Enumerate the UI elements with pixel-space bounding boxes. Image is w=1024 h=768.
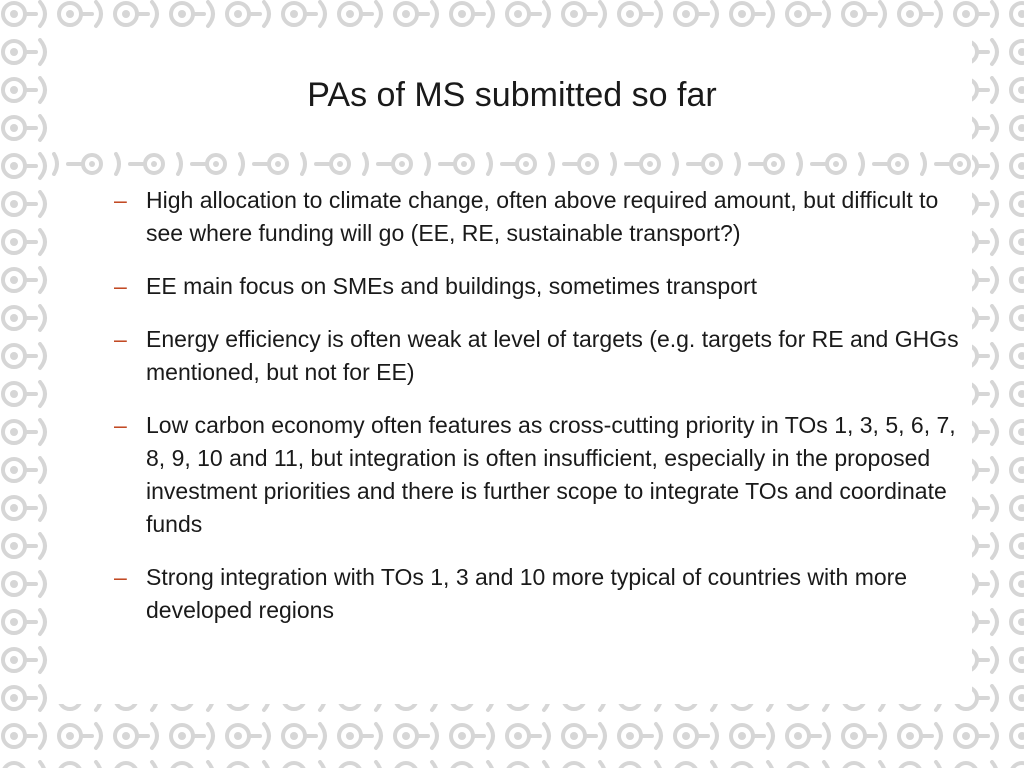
bullet-item [110, 323, 970, 389]
bullet-dash: – [114, 273, 127, 299]
bullet-text: Energy efficiency is often weak at level of targets (e.g. targets for RE and GHGs mentioned, but not for EE) [146, 326, 959, 385]
slide-title: PAs of MS submitted so far [307, 76, 717, 114]
bullet-dash: – [114, 187, 127, 213]
bullet-list [110, 184, 970, 647]
bullet-item [110, 270, 970, 303]
decorative-divider [52, 152, 972, 176]
bullet-dash: – [114, 412, 127, 438]
bullet-text: Strong integration with TOs 1, 3 and 10 more typical of countries with more developed regions [146, 564, 908, 623]
bullet-text: EE main focus on SMEs and buildings, sometimes transport [146, 273, 758, 299]
bullet-text: Low carbon economy often features as cross-cutting priority in TOs 1, 3, 5, 6, 7, 8, 9, 10 and 11, but integration is often insufficient, especially in the proposed investment priorities and there is further scope to integrate TOs and coordinate funds [146, 412, 956, 537]
bullet-dash: – [114, 326, 127, 352]
bullet-text: High allocation to climate change, often above required amount, but difficult to see where funding will go (EE, RE, sustainable transport?) [146, 187, 939, 246]
bullet-item [110, 409, 970, 541]
bullet-item [110, 184, 970, 250]
bullet-item [110, 561, 970, 627]
bullet-dash: – [114, 564, 127, 590]
